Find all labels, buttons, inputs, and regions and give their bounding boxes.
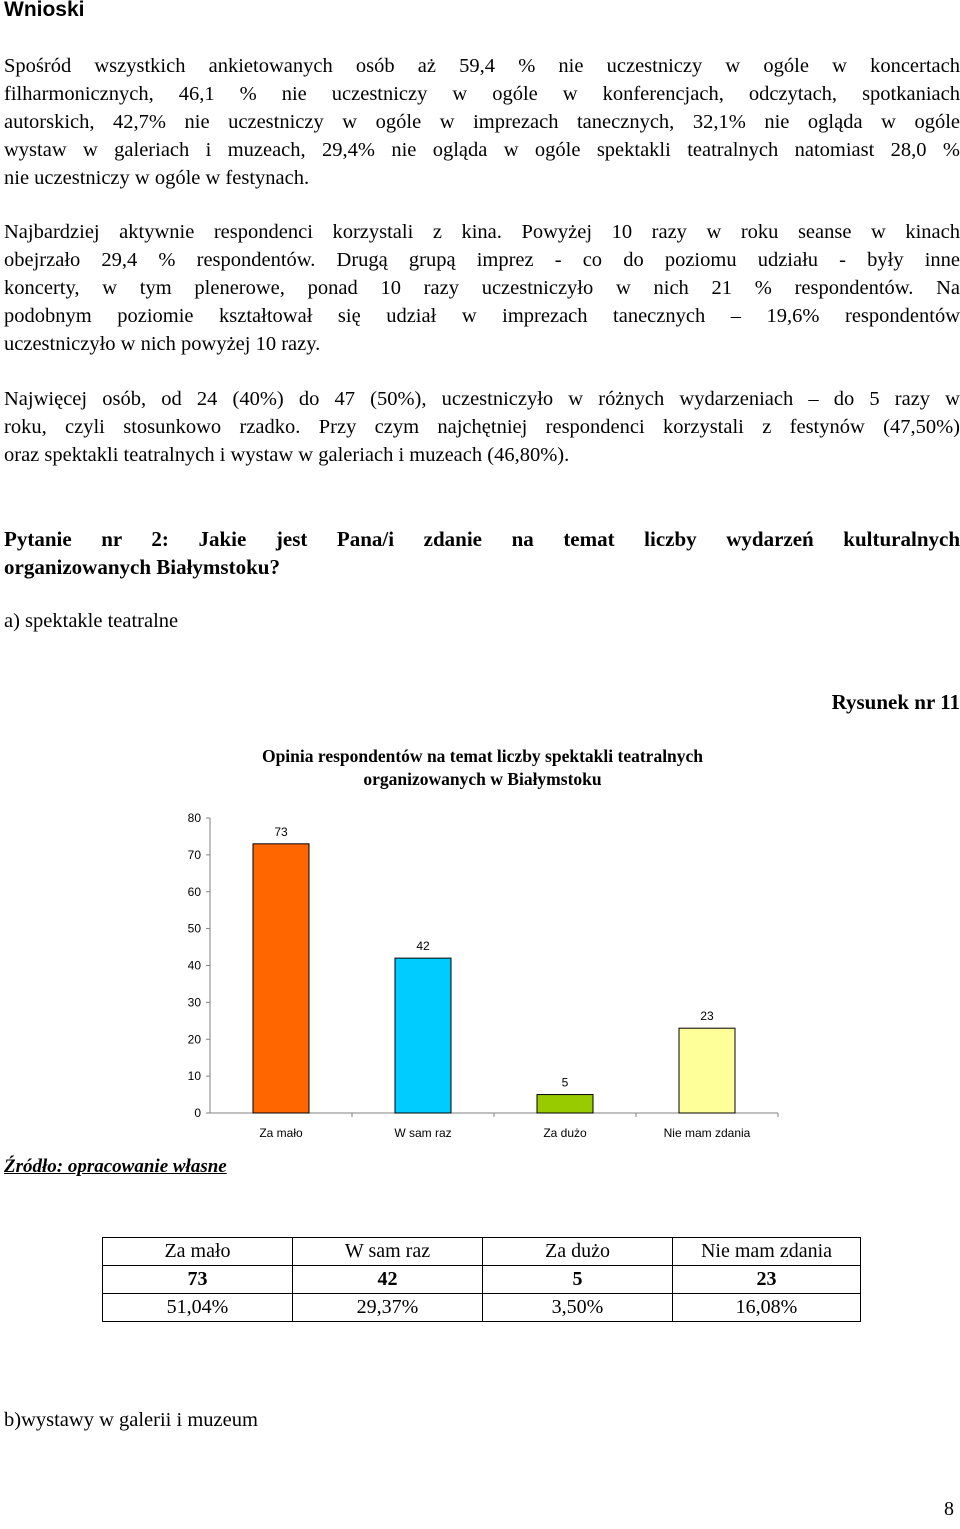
- table-row-percents: [103, 1294, 861, 1322]
- subsection-b-label: b)wystawy w galerii i muzeum: [4, 1409, 258, 1431]
- chart-title-line: Opinia respondentów na temat liczby spektakli teatralnych: [261, 746, 704, 766]
- paragraph-line: podobnym poziomie kształtował się udział w imprezach tanecznych – 19,6% respondentów: [4, 305, 960, 327]
- paragraph-line: wystaw w galeriach i muzeach, 29,4% nie ogląda w ogóle spektakli teatralnych natomiast 28,0 %: [4, 139, 960, 161]
- table-header-row: [103, 1238, 861, 1266]
- question-line: organizowanych Białymstoku?: [4, 555, 280, 579]
- paragraph-line: nie uczestniczy w ogóle w festynach.: [4, 167, 310, 189]
- y-tick-label: 80: [187, 811, 201, 825]
- chart-title-line: organizowanych w Białymstoku: [363, 769, 602, 789]
- figure-caption: Rysunek nr 11: [831, 690, 960, 714]
- bar: [679, 1028, 735, 1113]
- y-tick-label: 40: [187, 958, 201, 973]
- table-cell: 23: [673, 1266, 861, 1294]
- paragraph-line: uczestniczyło w nich powyżej 10 razy.: [4, 333, 321, 355]
- paragraph-line: filharmonicznych, 46,1 % nie uczestniczy w ogóle w konferencjach, odczytach, spotkaniach: [4, 83, 960, 105]
- y-tick-label: 0: [194, 1106, 201, 1120]
- y-tick-label: 70: [187, 847, 201, 862]
- table-cell: 29,37%: [293, 1294, 483, 1322]
- table-cell: 16,08%: [673, 1294, 861, 1322]
- table-cell: 73: [103, 1266, 293, 1294]
- paragraph-line: Najwięcej osób, od 24 (40%) do 47 (50%), uczestniczyło w różnych wydarzeniach – do 5 razy w: [4, 388, 960, 410]
- paragraph-line: roku, czyli stosunkowo rzadko. Przy czym najchętniej respondenci korzystali z festynów (47,50%): [4, 416, 960, 438]
- y-tick-label: 60: [187, 884, 201, 899]
- table-cell: 42: [293, 1266, 483, 1294]
- x-category-label: W sam raz: [394, 1126, 452, 1140]
- section-heading: Wnioski: [4, 0, 85, 21]
- subsection-a-label: a) spektakle teatralne: [4, 610, 179, 632]
- paragraph-line: Spośród wszystkich ankietowanych osób aż 59,4 % nie uczestniczy w ogóle w koncertach: [4, 55, 960, 77]
- table-cell: W sam raz: [293, 1238, 483, 1266]
- page-number: 8: [944, 1498, 954, 1520]
- bar: [537, 1095, 593, 1113]
- table-cell: 51,04%: [103, 1294, 293, 1322]
- y-tick-label: 10: [187, 1069, 201, 1084]
- table-cell: Nie mam zdania: [673, 1238, 861, 1266]
- paragraph-line: obejrzało 29,4 % respondentów. Drugą grupą imprez - co do poziomu udziału - były inne: [4, 249, 960, 271]
- bar-value-label: 42: [416, 939, 430, 954]
- table-cell: Za dużo: [483, 1238, 673, 1266]
- bar: [253, 844, 309, 1113]
- results-table: [102, 1237, 861, 1322]
- source-note: Źródło: opracowanie własne: [4, 1156, 227, 1177]
- bar: [395, 958, 451, 1113]
- y-tick-label: 50: [187, 921, 201, 936]
- paragraph-line: autorskich, 42,7% nie uczestniczy w ogóle w imprezach tanecznych, 32,1% nie ogląda w ogóle: [4, 111, 960, 133]
- question-line: Pytanie nr 2: Jakie jest Pana/i zdanie na temat liczby wydarzeń kulturalnych: [4, 527, 960, 551]
- x-category-label: Nie mam zdania: [663, 1126, 751, 1140]
- table-cell: Za mało: [103, 1238, 293, 1266]
- bar-value-label: 5: [561, 1075, 569, 1090]
- bar-value-label: 23: [700, 1009, 714, 1024]
- paragraph-line: oraz spektakli teatralnych i wystaw w galeriach i muzeach (46,80%).: [4, 444, 570, 466]
- table-row-counts: [103, 1266, 861, 1294]
- bar-value-label: 73: [274, 824, 288, 839]
- x-category-label: Za dużo: [543, 1126, 587, 1140]
- y-tick-label: 30: [187, 995, 201, 1010]
- paragraph-line: koncerty, w tym plenerowe, ponad 10 razy uczestniczyło w nich 21 % respondentów. Na: [4, 277, 960, 299]
- table-cell: 3,50%: [483, 1294, 673, 1322]
- paragraph-line: Najbardziej aktywnie respondenci korzystali z kina. Powyżej 10 razy w roku seanse w kinach: [4, 221, 960, 243]
- table-cell: 5: [483, 1266, 673, 1294]
- y-tick-label: 20: [187, 1032, 201, 1047]
- x-category-label: Za mało: [259, 1126, 303, 1140]
